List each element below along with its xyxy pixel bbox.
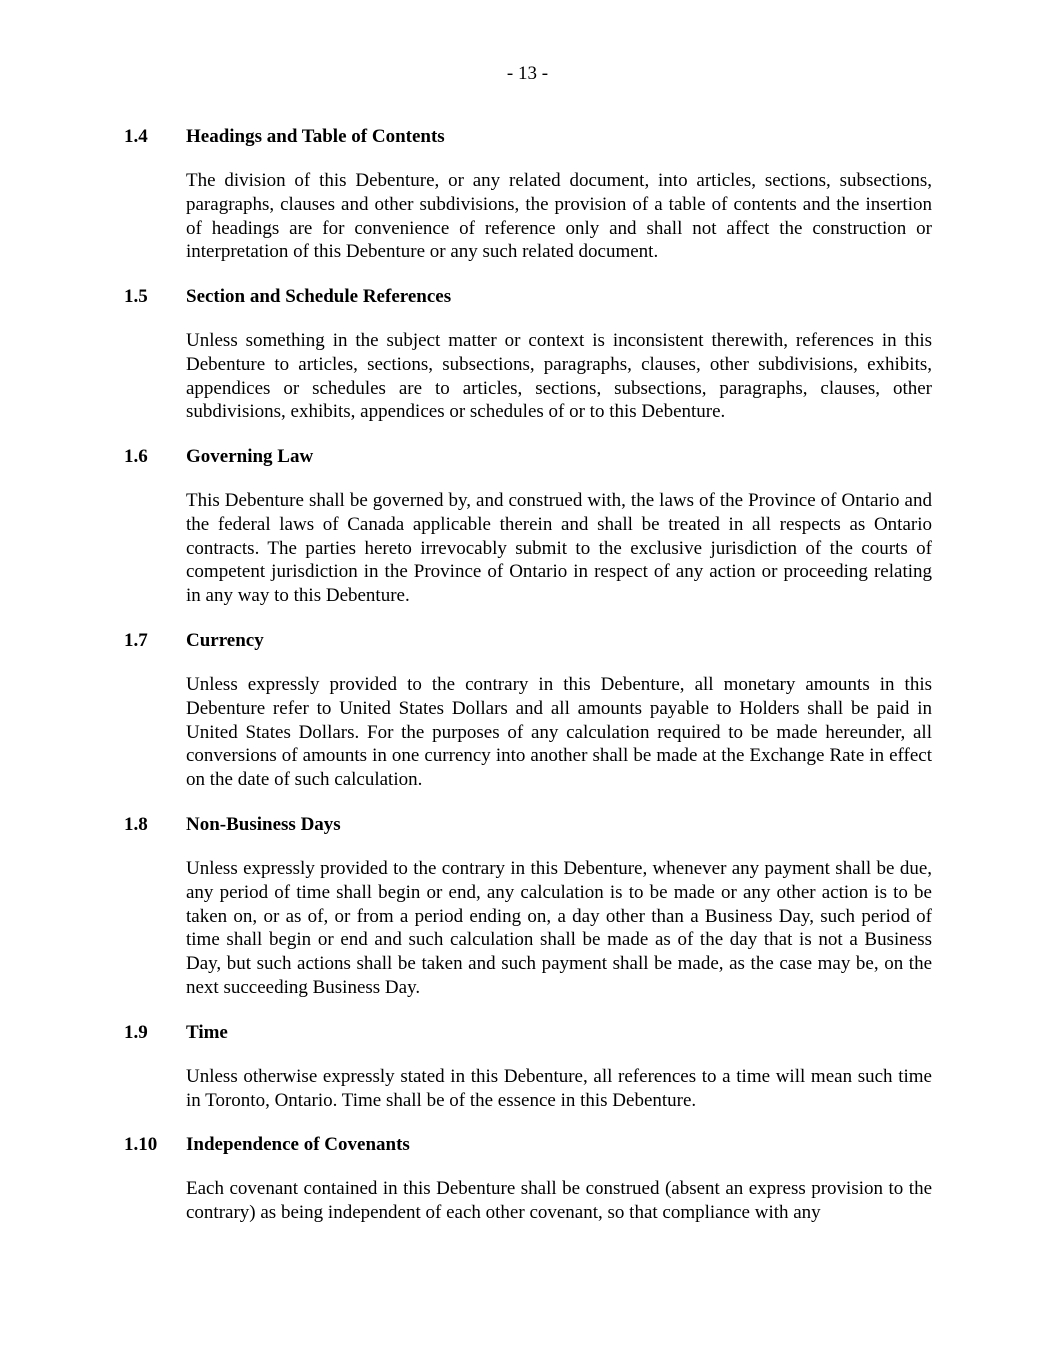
- section-body: Each covenant contained in this Debenture shall be construed (absent an express provision to the contrary) as being independent of each other covenant, so that compliance with any: [186, 1178, 932, 1223]
- section-title: Section and Schedule References: [186, 286, 452, 307]
- section-heading: [124, 125, 932, 149]
- section-title: Governing Law: [186, 446, 314, 467]
- section-heading: [124, 813, 932, 837]
- section-non-business-days: [124, 813, 932, 1000]
- section-number: 1.7: [124, 630, 148, 651]
- section-number: 1.6: [124, 446, 148, 467]
- section-body: This Debenture shall be governed by, and construed with, the laws of the Province of Ontario and the federal laws of Canada applicable therein and shall be treated in all respects as Ontario contracts. The parties hereto irrevocably submit to the exclusive jurisdiction of the courts of competent jurisdiction in the Province of Ontario in respect of any action or proceeding relating in any way to this Debenture.: [186, 490, 932, 607]
- section-heading: [124, 1021, 932, 1045]
- section-heading: [124, 285, 932, 309]
- section-title: Currency: [186, 630, 264, 651]
- section-heading: [124, 445, 932, 469]
- section-number: 1.9: [124, 1022, 148, 1043]
- section-number: 1.8: [124, 814, 148, 835]
- section-body: The division of this Debenture, or any related document, into articles, sections, subsections, paragraphs, clauses and other subdivisions, the provision of a table of contents and the insertion of headings are for convenience of reference only and shall not affect the construction or interpretation of this Debenture or any such related document.: [186, 170, 932, 263]
- section-number: 1.4: [124, 126, 148, 147]
- section-governing-law: [124, 445, 932, 608]
- section-body: Unless something in the subject matter or context is inconsistent therewith, references in this Debenture to articles, sections, subsections, paragraphs, clauses, other subdivisions, exhibits, appendices or schedules are to articles, sections, subsections, paragraphs, clauses, other subdivisions, exhibits, appendices or schedules of or to this Debenture.: [186, 330, 932, 423]
- section-number: 1.10: [124, 1134, 158, 1155]
- page-number: - 13 -: [506, 63, 549, 84]
- section-time: [124, 1021, 932, 1113]
- section-body: Unless expressly provided to the contrary in this Debenture, whenever any payment shall be due, any period of time shall begin or end, any calculation is to be made or any other action is to be taken on, or as of, or from a period ending on, a day other than a Business Day, such period of time shall begin or end and such calculation shall be made as of the day that is not a Business Day, but such actions shall be taken and such payment shall be made, as the case may be, on the next succeeding Business Day.: [186, 858, 932, 998]
- section-independence-of-covenants: [124, 1133, 932, 1225]
- section-number: 1.5: [124, 286, 148, 307]
- section-section-and-schedule-references: [124, 285, 932, 424]
- section-title: Time: [186, 1022, 228, 1043]
- section-heading: [124, 629, 932, 653]
- section-body: Unless otherwise expressly stated in this Debenture, all references to a time will mean such time in Toronto, Ontario. Time shall be of the essence in this Debenture.: [186, 1066, 932, 1111]
- section-headings-and-table-of-contents: [124, 125, 932, 264]
- section-currency: [124, 629, 932, 792]
- section-title: Independence of Covenants: [186, 1134, 410, 1155]
- section-title: Headings and Table of Contents: [186, 126, 445, 147]
- section-body: Unless expressly provided to the contrary in this Debenture, all monetary amounts in this Debenture refer to United States Dollars and all amounts payable to Holders shall be paid in United States Dollars. For the purposes of any calculation required to be made hereunder, all conversions of amounts in one currency into another shall be made at the Exchange Rate in effect on the date of such calculation.: [186, 674, 932, 791]
- section-heading: [124, 1133, 932, 1157]
- section-title: Non-Business Days: [186, 814, 341, 835]
